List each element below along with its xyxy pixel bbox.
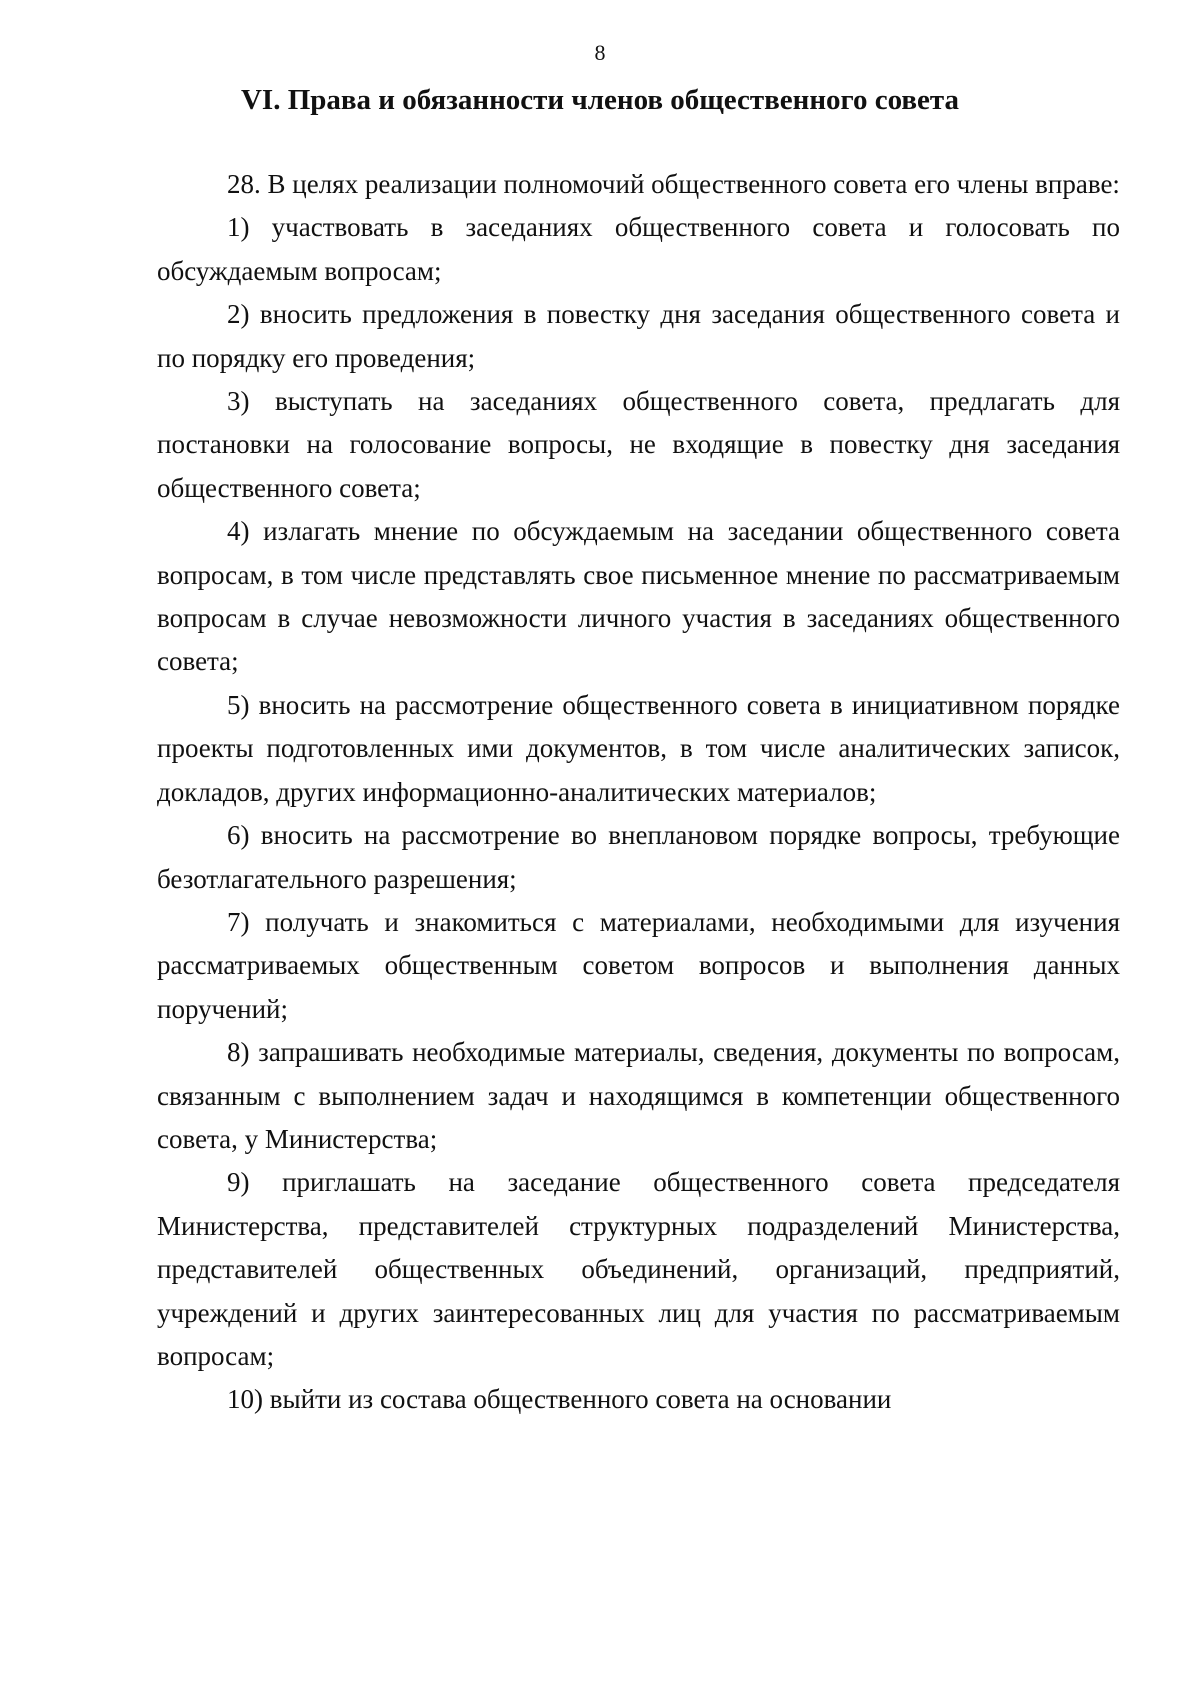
paragraph-item-28: 28. В целях реализации полномочий общественного совета его члены вправе:: [227, 169, 1120, 199]
paragraph-right-3: 3) выступать на заседаниях общественного совета, предлагать для постановки на голосование вопросы, не входящие в повестку дня заседания общественного совета;: [157, 386, 1120, 503]
paragraph-right-2: 2) вносить предложения в повестку дня заседания общественного совета и по порядку его проведения;: [157, 299, 1120, 373]
paragraph-right-9: 9) приглашать на заседание общественного совета председателя Министерства, представителей структурных подразделений Министерства, представителей общественных объединений, организаций, предприятий, учреждений и других заинтересованных лиц для участия по рассматриваемым вопросам;: [157, 1167, 1120, 1371]
page-number: 8: [594, 40, 606, 65]
paragraph-right-10: 10) выйти из состава общественного совета на основании: [227, 1384, 892, 1415]
body-text: [157, 163, 1120, 1422]
paragraph-right-4: 4) излагать мнение по обсуждаемым на заседании общественного совета вопросам, в том числе представлять свое письменное мнение по рассматриваемым вопросам в случае невозможности личного участия в заседаниях общественного совета;: [157, 516, 1120, 677]
section-title: VI. Права и обязанности членов общественного совета: [240, 84, 960, 116]
paragraph-right-7: 7) получать и знакомиться с материалами, необходимыми для изучения рассматриваемых общественным советом вопросов и выполнения данных поручений;: [157, 906, 1120, 1024]
paragraph-right-6: 6) вносить на рассмотрение во внеплановом порядке вопросы, требующие безотлагательного разрешения;: [157, 820, 1120, 894]
paragraph-right-5: 5) вносить на рассмотрение общественного совета в инициативном порядке проекты подготовленных ими документов, в том числе аналитических записок, докладов, других информационно-аналитических материалов;: [157, 689, 1120, 807]
paragraph-right-1: 1) участвовать в заседаниях общественного совета и голосовать по обсуждаемым вопросам;: [157, 212, 1120, 286]
paragraph-right-8: 8) запрашивать необходимые материалы, сведения, документы по вопросам, связанным с выполнением задач и находящимся в компетенции общественного совета, у Министерства;: [157, 1037, 1120, 1154]
